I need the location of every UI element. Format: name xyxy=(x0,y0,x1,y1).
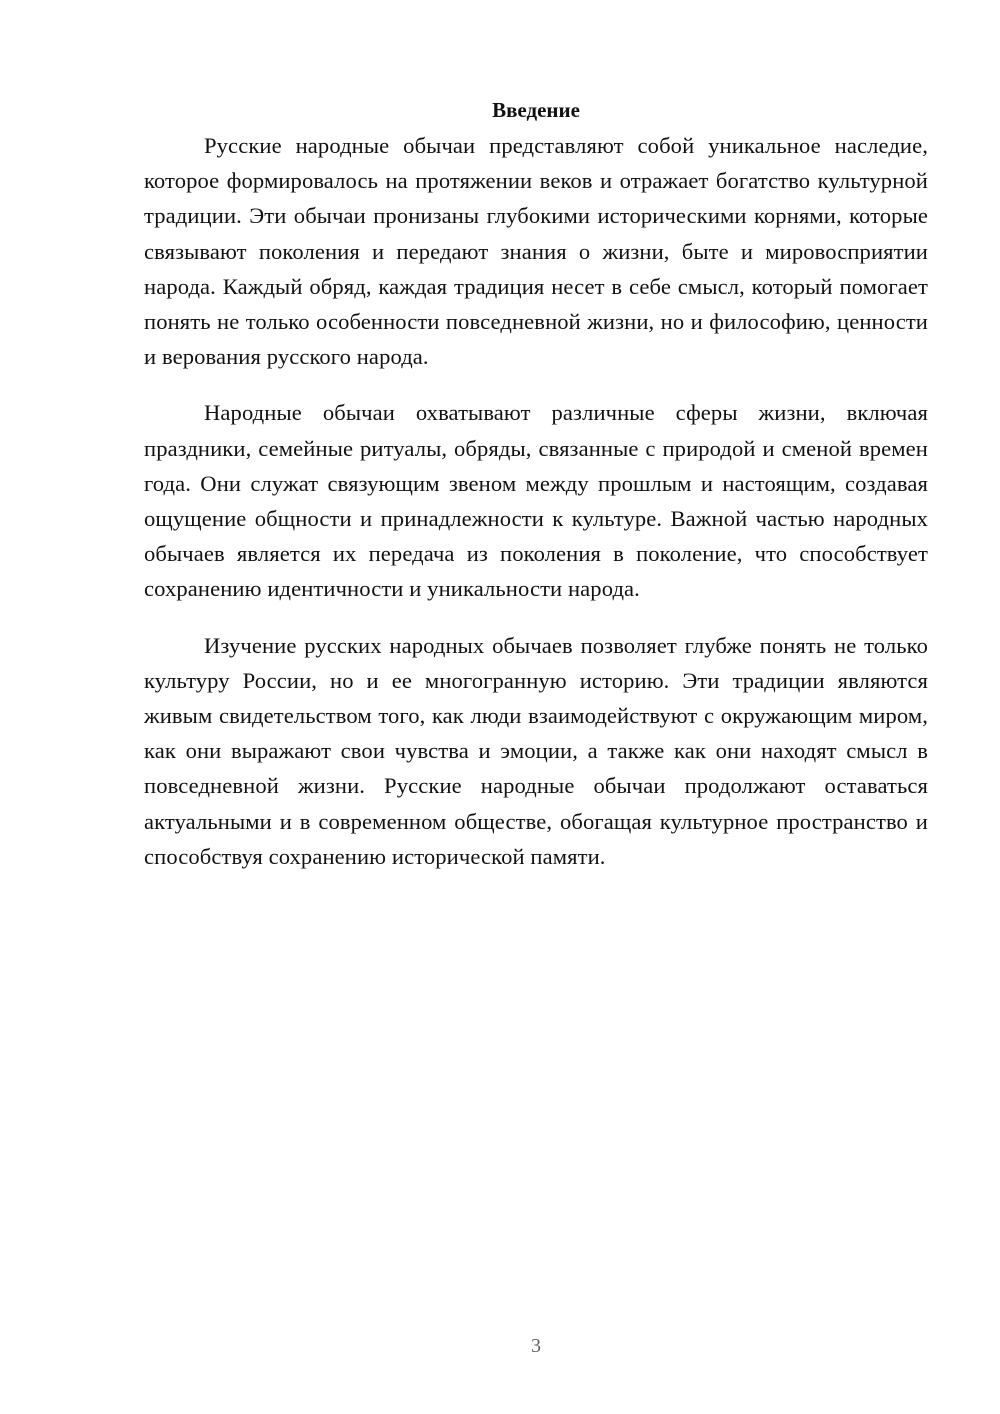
paragraph-2: Народные обычаи охватывают различные сферы жизни, включая праздники, семейные ритуалы, обряды, связанные с природой и сменой времен года. Они служат связующим звеном между прошлым и настоящим, создавая ощущение общности и принадлежности к культуре. Важной частью народных обычаев является их передача из поколения в поколение, что способствует сохранению идентичности и уникальности народа. xyxy=(144,400,928,602)
page-number: 3 xyxy=(531,1335,541,1357)
section-heading: Введение xyxy=(492,98,580,122)
paragraph-spacer xyxy=(144,374,928,395)
paragraph-3: Изучение русских народных обычаев позволяет глубже понять не только культуру России, но и ее многогранную историю. Эти традиции являются живым свидетельством того, как люди взаимодействуют с окружающим миром, как они выражают свои чувства и эмоции, а также как они находят смысл в повседневной жизни. Русские народные обычаи продолжают оставаться актуальными и в современном обществе, обогащая культурное пространство и способствуя сохранению исторической памяти. xyxy=(144,632,928,869)
paragraph-spacer xyxy=(144,607,928,628)
page-content xyxy=(144,93,928,874)
paragraph-1: Русские народные обычаи представляют собой уникальное наследие, которое формировалось на протяжении веков и отражает богатство культурной традиции. Эти обычаи пронизаны глубокими историческими корнями, которые связывают поколения и передают знания о жизни, быте и мировосприятии народа. Каждый обряд, каждая традиция несет в себе смысл, который помогает понять не только особенности повседневной жизни, но и философию, ценности и верования русского народа. xyxy=(144,133,928,370)
